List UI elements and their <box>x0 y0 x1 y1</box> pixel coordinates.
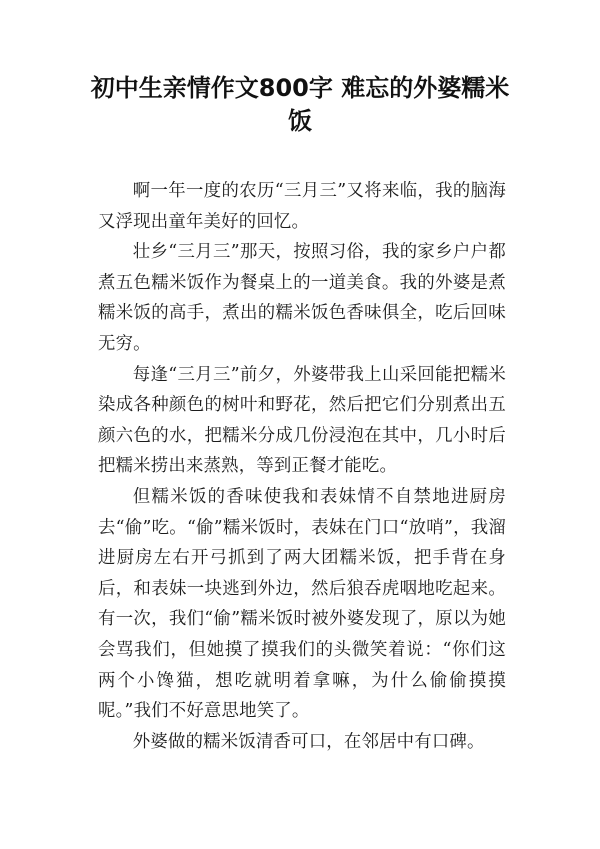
document-body <box>98 176 506 757</box>
paragraph: 壮乡“三月三”那天，按照习俗，我的家乡户户都煮五色糯米饭作为餐桌上的一道美食。我的外婆是煮糯米饭的高手，煮出的糯米饭色香味俱全，吃后回味无穷。 <box>98 242 506 354</box>
paragraph: 每逢“三月三”前夕，外婆带我上山采回能把糯米染成各种颜色的树叶和野花，然后把它们分别煮出五颜六色的水，把糯米分成几份浸泡在其中，几小时后把糯米捞出来蒸熟，等到正餐才能吃。 <box>98 364 506 477</box>
paragraph: 但糯米饭的香味使我和表妹情不自禁地进厨房去“偷”吃。“偷”糯米饭时，表妹在门口“放哨”，我溜进厨房左右开弓抓到了两大团糯米饭，把手背在身后，和表妹一块逃到外边，然后狼吞虎咽地吃起来。有一次，我们“偷”糯米饭时被外婆发现了，原以为她会骂我们，但她摸了摸我们的头微笑着说：“你们这两个小馋猫，想吃就明着拿嘛，为什么偷偷摸摸呢。”我们不好意思地笑了。 <box>98 486 506 722</box>
paragraph: 啊一年一度的农历“三月三”又将来临，我的脑海又浮现出童年美好的回忆。 <box>98 181 506 232</box>
paragraph: 外婆做的糯米饭清香可口，在邻居中有口碑。 <box>132 731 485 752</box>
document-title: 初中生亲情作文800字 难忘的外婆糯米饭 <box>90 74 510 135</box>
